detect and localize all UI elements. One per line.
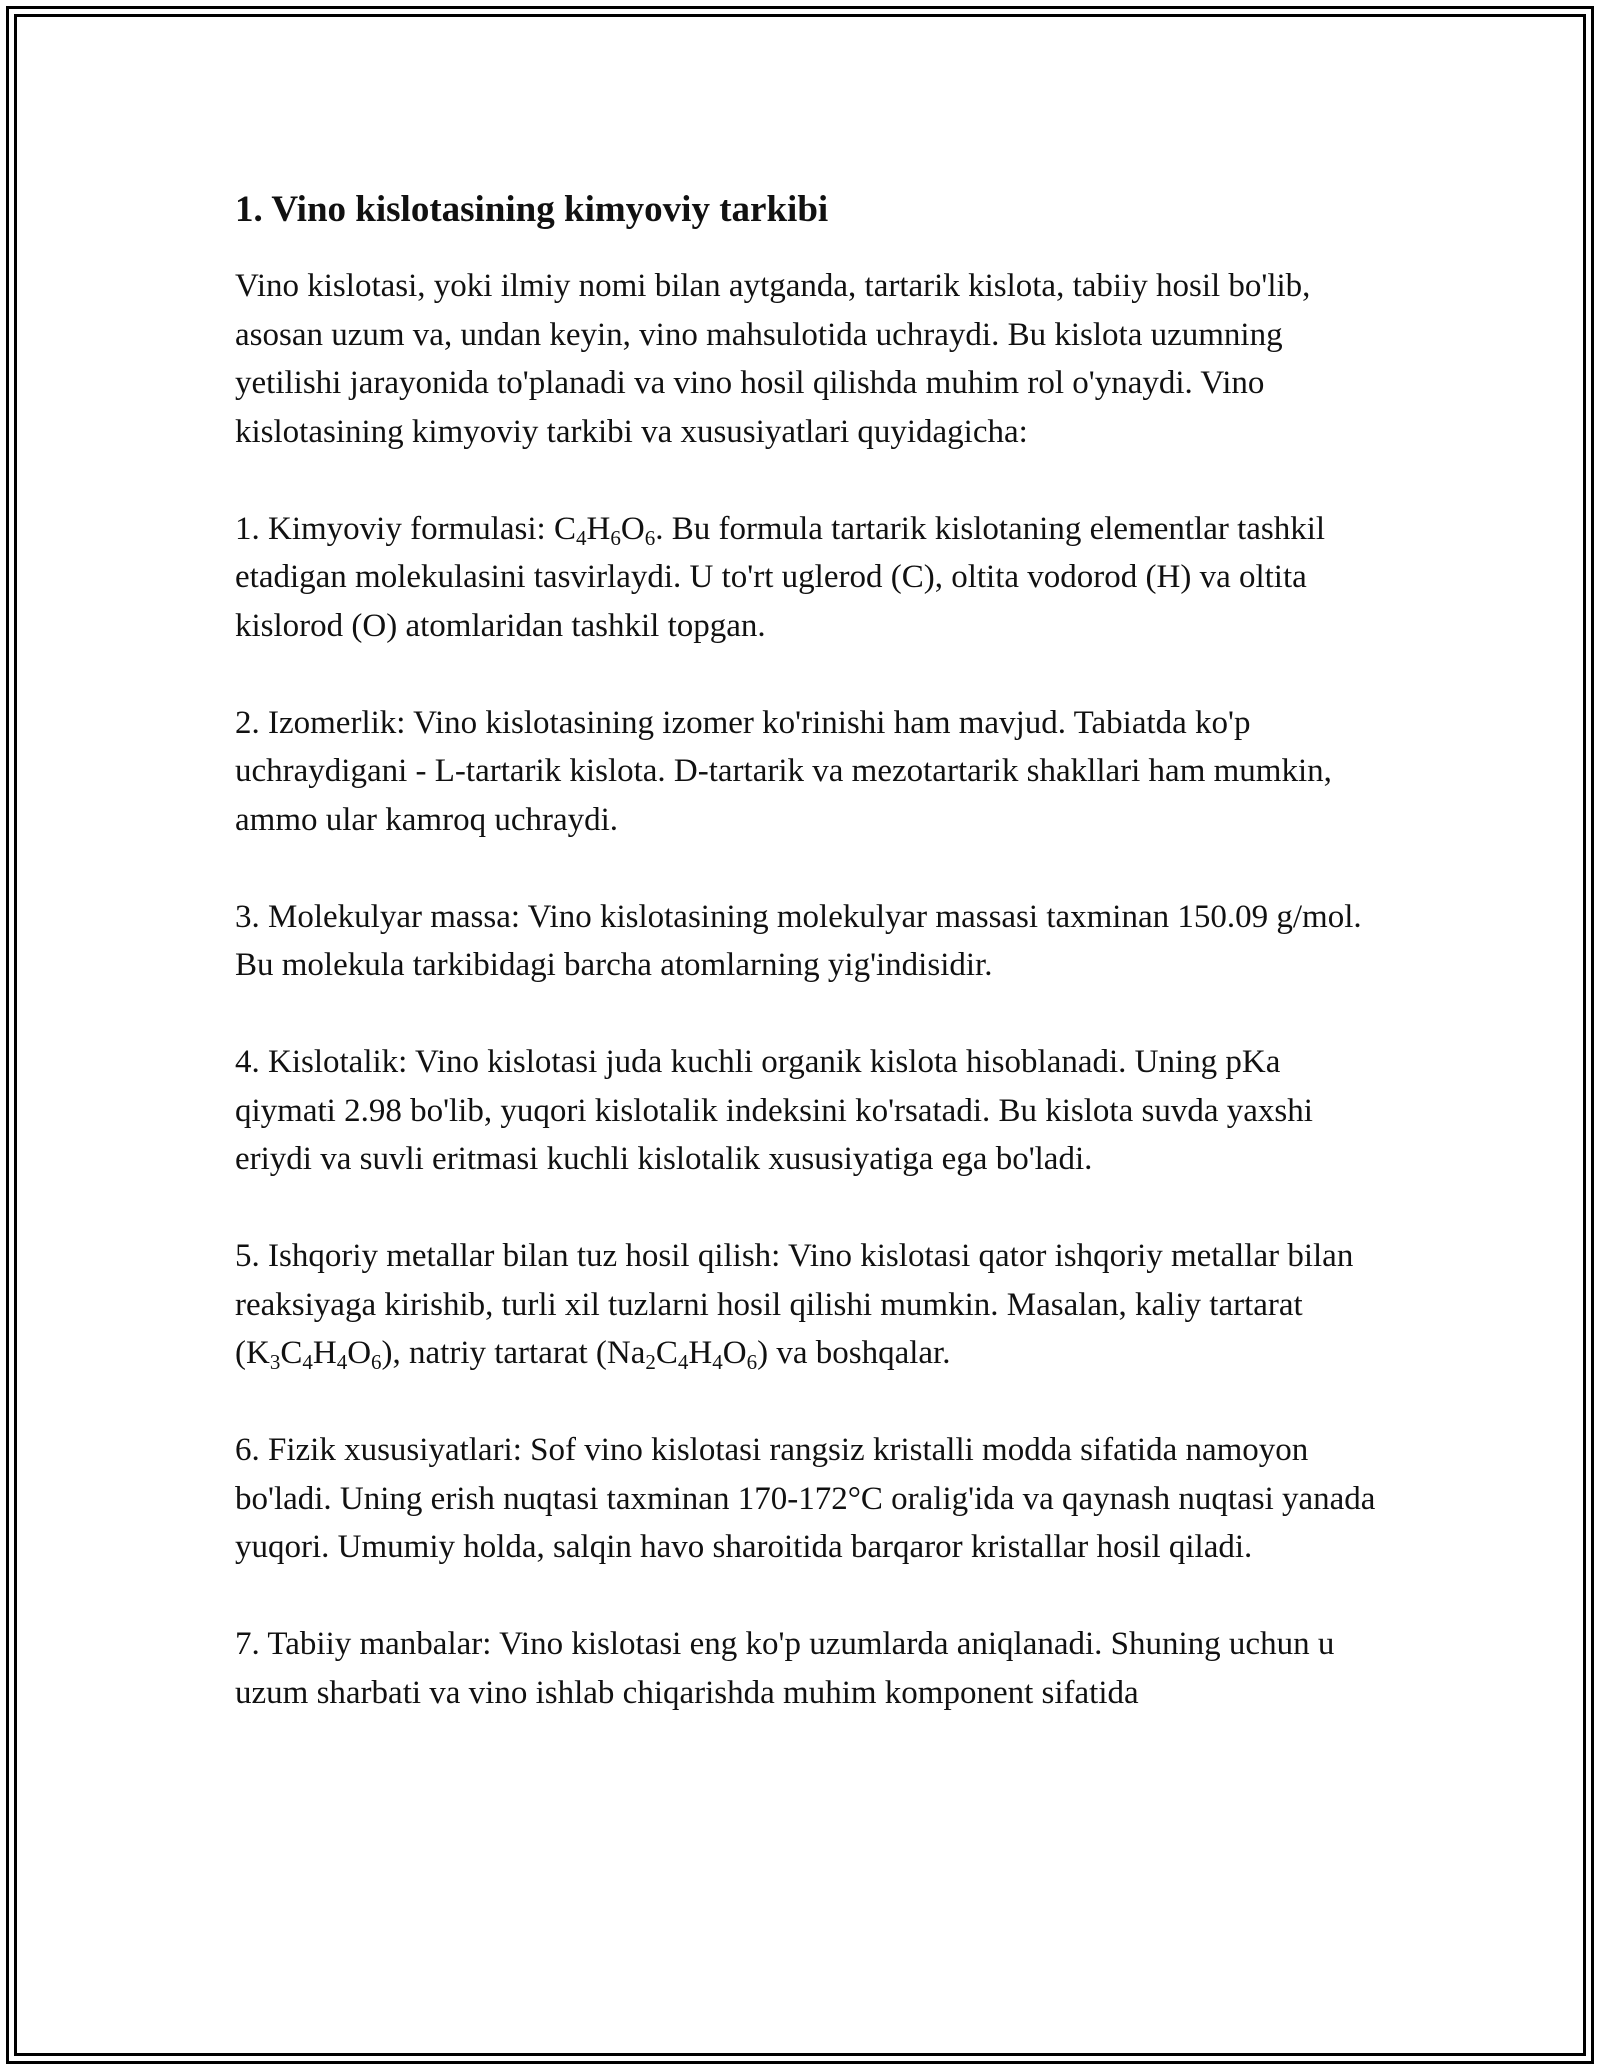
item-text: ) va boshqalar. [757, 1335, 951, 1371]
subscript: 4 [677, 1350, 689, 1374]
item-text: ), natriy tartarat (Na [381, 1335, 646, 1371]
item-text: 2. Izomerlik: Vino kislotasining izomer ko'rinishi ham mavjud. Tabiatda ko'p uchraydigani - L-tartarik kislota. D-tartarik va mezotartarik shakllari ham mumkin, ammo ular kamroq uchraydi. [235, 704, 1332, 838]
subscript: 6 [371, 1350, 382, 1374]
item-text: . Bu formula tartarik kislotaning elementlar tashkil etadigan molekulasini tasvirlaydi. U to'rt uglerod (C), oltita vodorod (H) va oltita kislorod (O) atomlaridan tashkil topgan. [235, 510, 1326, 644]
document-body [235, 188, 1385, 1766]
item-text: C [655, 1335, 678, 1371]
list-items [235, 505, 1385, 1718]
item-text: H [688, 1335, 713, 1371]
subscript: 4 [336, 1350, 348, 1374]
intro-paragraph: Vino kislotasi, yoki ilmiy nomi bilan aytganda, tartarik kislota, tabiiy hosil bo'lib, asosan uzum va, undan keyin, vino mahsulotida uchraydi. Bu kislota uzumning yetilishi jarayonida to'planadi va vino hosil qilishda muhim rol o'ynaydi. Vino kislotasining kimyoviy tarkibi va xususiyatlari quyidagicha: [235, 268, 1311, 450]
list-item [235, 1038, 1385, 1184]
item-text: C [280, 1335, 303, 1371]
list-item [235, 893, 1385, 990]
item-text: 4. Kislotalik: Vino kislotasi juda kuchli organik kislota hisoblanadi. Uning pKa qiymati 2.98 bo'lib, yuqori kislotalik indeksini ko'rsatadi. Bu kislota suvda yaxshi eriydi va suvli eritmasi kuchli kislotalik xususiyatiga ega bo'ladi. [235, 1044, 1313, 1177]
subscript: 3 [269, 1350, 281, 1374]
item-text: O [620, 510, 645, 547]
item-text: H [586, 510, 611, 547]
item-text: 6. Fizik xususiyatlari: Sof vino kislotasi rangsiz kristalli modda sifatida namoyon bo'ladi. Uning erish nuqtasi taxminan 170-172°C oralig'ida va qaynash nuqtasi yanada yuqori. Umumiy holda, salqin havo sharoitida barqaror kristallar hosil qiladi. [235, 1432, 1376, 1565]
item-text: O [722, 1335, 747, 1371]
item-text: O [347, 1335, 372, 1371]
subscript: 4 [576, 525, 587, 550]
item-text: 7. Tabiiy manbalar: Vino kislotasi eng ko'p uzumlarda aniqlanadi. Shuning uchun u uzum sharbati va vino ishlab chiqarishda muhim komponent sifatida [235, 1626, 1335, 1711]
item-text: 5. Ishqoriy metallar bilan tuz hosil qilish: Vino kislotasi qator ishqoriy metallar bilan reaksiyaga kirishib, turli xil tuzlarni hosil qilishi mumkin. Masalan, kaliy tartarat (K [235, 1238, 1354, 1371]
item-text: 1. Kimyoviy formulasi: C [235, 510, 576, 547]
subscript: 6 [610, 525, 621, 550]
item-text: 3. Molekulyar massa: Vino kislotasining molekulyar massasi taxminan 150.09 g/mol. Bu molekula tarkibidagi barcha atomlarning yig'indisidir. [235, 898, 1362, 983]
subscript: 6 [644, 525, 656, 550]
list-item [235, 505, 1385, 651]
list-item [235, 1620, 1385, 1717]
subscript: 6 [746, 1350, 758, 1374]
document-title: 1. Vino kislotasining kimyoviy tarkibi [235, 189, 829, 230]
list-item [235, 699, 1385, 845]
subscript: 2 [645, 1350, 656, 1374]
subscript: 4 [302, 1350, 313, 1374]
subscript: 4 [712, 1350, 723, 1374]
list-item [235, 1426, 1385, 1572]
item-text: H [312, 1335, 337, 1371]
list-item [235, 1232, 1385, 1378]
